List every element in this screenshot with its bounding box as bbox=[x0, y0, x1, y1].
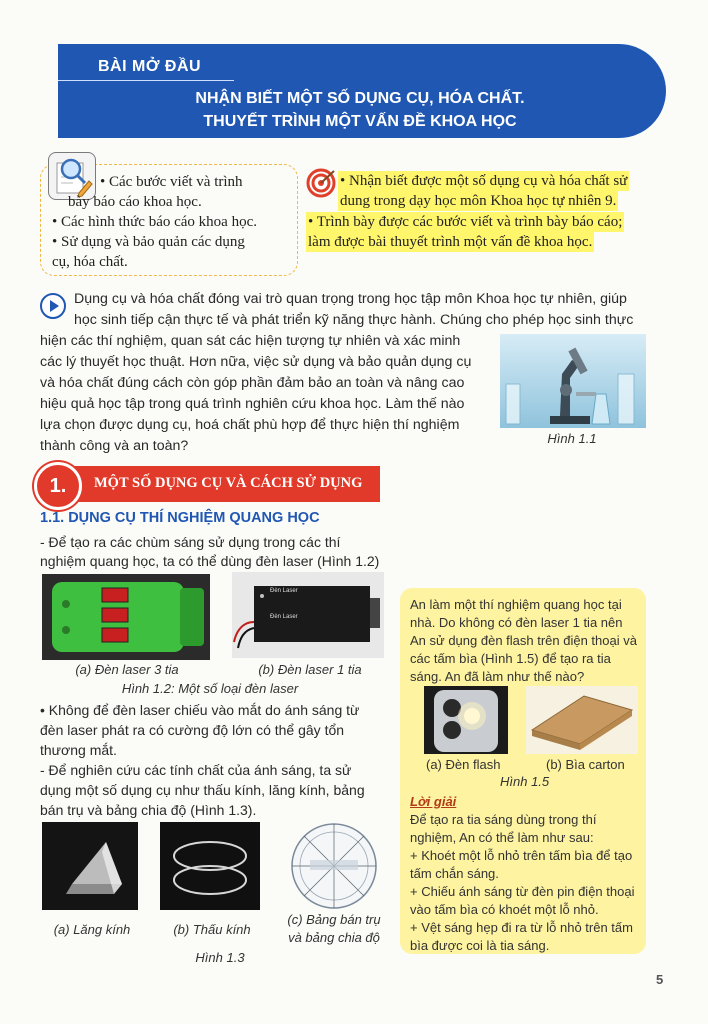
protractor-caption-l1: (c) Bảng bán trụ bbox=[287, 912, 381, 927]
intro-line-4: các lý thuyết học thuật. Hơn nữa, việc sử dụng và bảo quản dụng cụ bbox=[40, 354, 472, 370]
lesson-title-line2: THUYẾT TRÌNH MỘT VẤN ĐỀ KHOA HỌC bbox=[203, 113, 517, 130]
objective-left-1a: • Các bước viết và trình bbox=[100, 174, 243, 190]
lens-image bbox=[160, 822, 260, 910]
p2-line-1: • Không để đèn laser chiếu vào mắt do ánh sáng từ bbox=[40, 702, 360, 718]
objective-right-2b: làm được bài thuyết trình một vấn đề khoa học. bbox=[308, 234, 593, 250]
prism-caption: (a) Lăng kính bbox=[53, 922, 131, 937]
flash-caption: (a) Đèn flash bbox=[426, 757, 501, 772]
solution-title: Lời giải bbox=[410, 794, 457, 809]
protractor-image bbox=[288, 820, 380, 912]
callout-q3: An sử dụng đèn flash trên điện thoại và bbox=[410, 633, 637, 648]
section-title: MỘT SỐ DỤNG CỤ VÀ CÁCH SỬ DỤNG bbox=[94, 475, 363, 491]
callout-q1: An làm một thí nghiệm quang học tại bbox=[410, 597, 622, 612]
laser-1-beam-image bbox=[232, 572, 384, 658]
play-icon bbox=[40, 293, 66, 319]
prism-image bbox=[42, 822, 138, 910]
callout-q4: các tấm bìa (Hình 1.5) để tạo ra tia bbox=[410, 651, 611, 666]
solution-line-8: bìa được coi là tia sáng. bbox=[410, 938, 550, 953]
subsection-title: 1.1. DỤNG CỤ THÍ NGHIỆM QUANG HỌC bbox=[40, 510, 320, 526]
fig11-caption: Hình 1.1 bbox=[547, 431, 597, 446]
solution-line-7: + Vệt sáng hẹp đi ra từ lỗ nhỏ trên tấm bbox=[410, 920, 633, 935]
solution-line-5: + Chiếu ánh sáng từ đèn pin điện thoại bbox=[410, 884, 635, 899]
microscope-lab-image bbox=[500, 334, 646, 428]
callout-q5: sáng. An đã làm như thế nào? bbox=[410, 669, 585, 684]
intro-line-2: học sinh tiếp cận thực tế và phát triển kỹ năng thực hành. Chúng cho phép học sinh thực bbox=[74, 312, 634, 328]
solution-line-1: Để tạo ra tia sáng dùng trong thí bbox=[410, 812, 597, 827]
laser-b-caption: (b) Đèn laser 1 tia bbox=[258, 662, 362, 677]
p3-line-1: - Để nghiên cứu các tính chất của ánh sáng, ta sử bbox=[40, 762, 352, 778]
p3-line-3: bán trụ và bảng chia độ (Hình 1.3). bbox=[40, 802, 257, 818]
section-number: 1. bbox=[34, 462, 82, 510]
solution-line-2: nghiệm, An có thể làm như sau: bbox=[410, 830, 594, 845]
laser-a-caption: (a) Đèn laser 3 tia bbox=[75, 662, 179, 677]
callout-q2: nhà. Do không có đèn laser 1 tia nên bbox=[410, 615, 623, 630]
protractor-caption-l2: và bảng chia độ bbox=[288, 930, 380, 945]
objective-left-1b: bày báo cáo khoa học. bbox=[68, 194, 202, 210]
phone-flash-image bbox=[424, 686, 508, 754]
laser-b-label-top: Đèn Laser bbox=[270, 588, 298, 594]
objective-right-2a: • Trình bày được các bước viết và trình bày báo cáo; bbox=[308, 214, 623, 230]
solution-line-6: vào tấm bìa có khoét một lỗ nhỏ. bbox=[410, 902, 599, 917]
carton-caption: (b) Bìa carton bbox=[546, 757, 625, 772]
p3-line-2: dụng một số dụng cụ như thấu kính, lăng kính, bảng bbox=[40, 782, 365, 798]
laser-3-beam-image bbox=[42, 574, 210, 660]
intro-line-8: thành công và an toàn? bbox=[40, 438, 189, 454]
intro-line-3: hiện các thí nghiệm, quan sát các hiện tượng tự nhiên và xác minh bbox=[40, 333, 461, 349]
intro-line-7: lựa chọn được dụng cụ, hoá chất phù hợp để thực hiện thí nghiệm bbox=[40, 417, 460, 433]
fig12-caption: Hình 1.2: Một số loại đèn laser bbox=[121, 681, 299, 696]
laser-b-label-bottom: Đèn Laser bbox=[270, 614, 298, 620]
page-number: 5 bbox=[656, 972, 664, 987]
objective-left-2: • Các hình thức báo cáo khoa học. bbox=[52, 214, 257, 230]
lens-caption: (b) Thấu kính bbox=[173, 922, 251, 937]
solution-line-4: tấm chắn sáng. bbox=[410, 866, 499, 881]
objective-left-3a: • Sử dụng và bảo quản các dụng bbox=[52, 234, 245, 250]
objective-right-1b: dung trong dạy học môn Khoa học tự nhiên 9. bbox=[340, 193, 617, 209]
fig15-caption: Hình 1.5 bbox=[500, 774, 550, 789]
intro-line-5: và hóa chất đúng cách còn góp phần đảm bảo an toàn và nâng cao bbox=[40, 375, 465, 391]
p1-line-2: nghiệm quang học, ta có thể dùng đèn laser (Hình 1.2) bbox=[40, 553, 380, 569]
objective-right-1a: • Nhận biết được một số dụng cụ và hóa chất sử bbox=[340, 173, 628, 189]
fig13-caption: Hình 1.3 bbox=[195, 950, 245, 965]
objective-left-3b: cụ, hóa chất. bbox=[52, 254, 128, 270]
target-icon bbox=[306, 168, 336, 198]
p1-line-1: - Để tạo ra các chùm sáng sử dụng trong các thí bbox=[40, 534, 341, 550]
lesson-title-line1: NHẬN BIẾT MỘT SỐ DỤNG CỤ, HÓA CHẤT. bbox=[195, 90, 525, 107]
carton-image bbox=[526, 686, 638, 754]
p2-line-2: đèn laser phát ra có cường độ lớn có thể gây tổn bbox=[40, 722, 345, 738]
intro-line-6: hiệu quả học tập trong quá trình nghiên cứu khoa học. Làm thế nào bbox=[40, 396, 465, 412]
intro-line-1: Dụng cụ và hóa chất đóng vai trò quan trọng trong học tập môn Khoa học tự nhiên, giúp bbox=[74, 291, 627, 307]
p2-line-3: thương mắt. bbox=[40, 742, 117, 758]
solution-line-3: + Khoét một lỗ nhỏ trên tấm bìa để tạo bbox=[410, 848, 633, 863]
banner-rule bbox=[58, 80, 234, 81]
lesson-label: BÀI MỞ ĐẦU bbox=[98, 58, 202, 75]
